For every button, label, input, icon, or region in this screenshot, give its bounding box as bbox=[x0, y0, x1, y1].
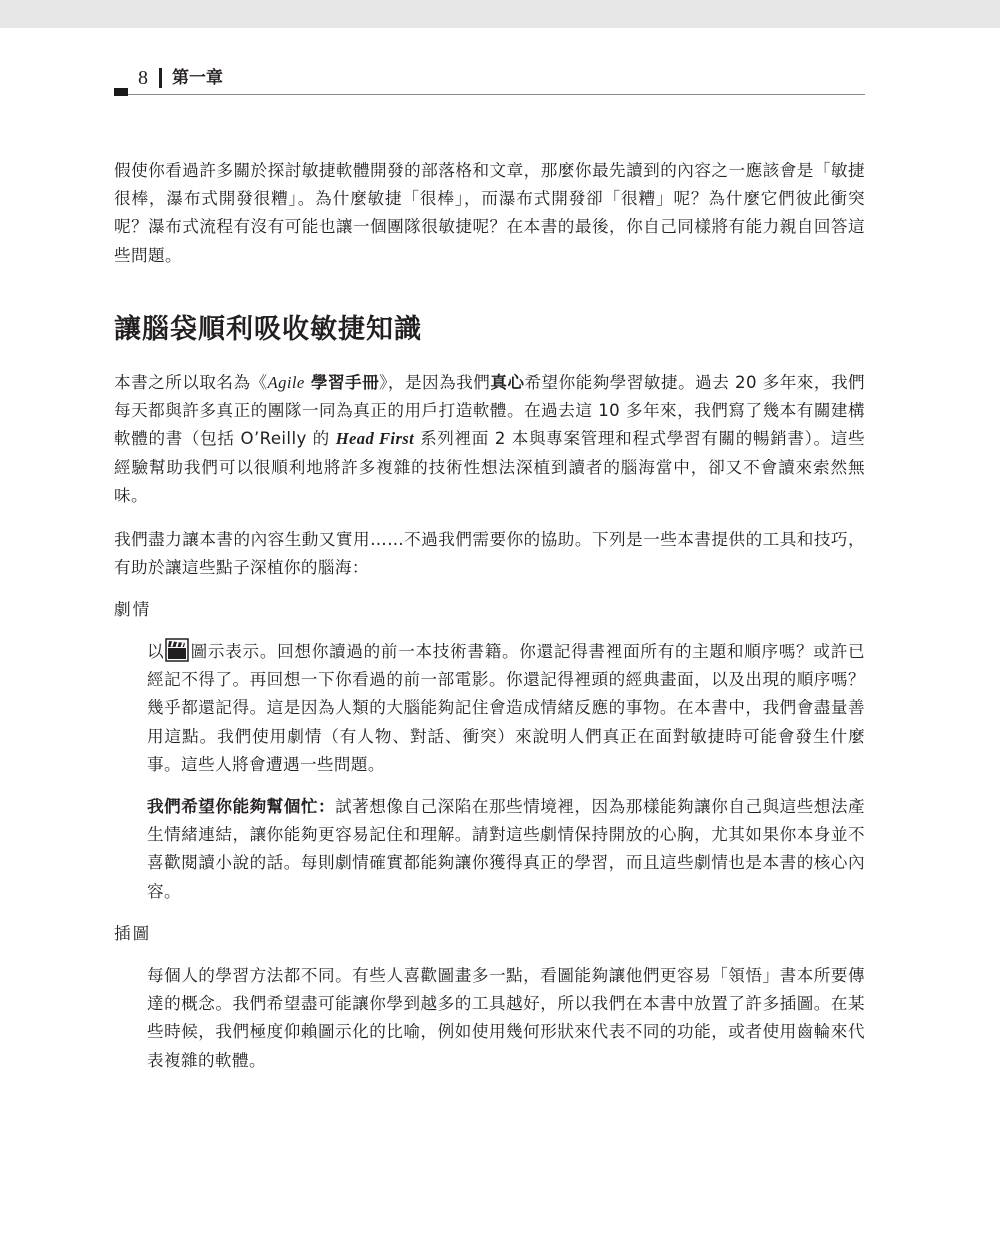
p1-text-a: 本書之所以取名為《 bbox=[114, 373, 268, 392]
clapperboard-icon bbox=[165, 638, 189, 662]
header-marker bbox=[114, 88, 128, 96]
story-paragraph-1 bbox=[147, 638, 865, 779]
header-separator bbox=[159, 68, 162, 88]
series-name: Head First bbox=[335, 429, 415, 449]
header-rule bbox=[128, 94, 865, 95]
p1-text-d: 系列裡面 2 本與專案管理和程式學習有關的暢銷書）。這些經驗幫助我們可以很順利地將許多複雜的技術性想法深植到讀者的腦海當中，卻又不會讀來索然無味。 bbox=[114, 429, 865, 505]
story-text-2: 試著想像自己深陷在那些情境裡，因為那樣能夠讓你自己與這些想法產生情緒連結，讓你能夠更容易記住和理解。請對這些劇情保持開放的心胸，尤其如果你本身並不喜歡閱讀小說的話。每則劇情確實都能夠讓你獲得真正的學習，而且這些劇情也是本書的核心內容。 bbox=[147, 797, 865, 901]
chapter-title: 第一章 bbox=[172, 68, 223, 88]
p1-text-c: 希望你能夠學習敏捷。過去 20 多年來，我們每天都與許多真正的團隊一同為真正的用戶打造軟體。在過去這 10 多年來，我們寫了幾本有關建構軟體的書（包括 O’Reilly 的 bbox=[114, 373, 865, 449]
story-prefix: 以 bbox=[147, 642, 165, 661]
page-number: 8 bbox=[138, 67, 148, 89]
illustration-heading: 插圖 bbox=[114, 924, 152, 943]
intro-paragraph: 假使你看過許多關於探討敏捷軟體開發的部落格和文章，那麼你最先讀到的內容之一應該會是「敏捷很棒，瀑布式開發很糟」。為什麼敏捷「很棒」，而瀑布式開發卻「很糟」呢？為什麼它們彼此衝突呢？瀑布式流程有沒有可能也讓一個團隊很敏捷呢？在本書的最後，你自己同樣將有能力親自回答這些問題。 bbox=[114, 161, 865, 265]
section-paragraph-2: 我們盡力讓本書的內容生動又實用……不過我們需要你的協助。下列是一些本書提供的工具和技巧，有助於讓這些點子深植你的腦海： bbox=[114, 530, 865, 578]
story-text: 圖示表示。回想你讀過的前一本技術書籍。你還記得書裡面所有的主題和順序嗎？或許已經記不得了。再回想一下你看過的前一部電影。你還記得裡頭的經典畫面，以及出現的順序嗎？幾乎都還記得。這是因為人類的大腦能夠記住會造成情緒反應的事物。在本書中，我們會盡量善用這點。我們使用劇情（有人物、對話、衝突）來說明人們真正在面對敏捷時可能會發生什麼事。這些人將會遭遇一些問題。 bbox=[147, 642, 865, 774]
running-header bbox=[114, 64, 865, 98]
story-lead: 我們希望你能夠幫個忙： bbox=[147, 796, 336, 816]
emphasis-text: 真心 bbox=[490, 372, 525, 392]
section-paragraph-1 bbox=[114, 368, 865, 510]
book-title-en: Agile bbox=[267, 373, 305, 392]
book-title-zh: 學習手冊 bbox=[304, 372, 380, 392]
section-heading: 讓腦袋順利吸收敏捷知識 bbox=[114, 314, 422, 345]
top-band bbox=[0, 0, 1000, 28]
story-paragraph-2 bbox=[147, 792, 865, 906]
story-heading: 劇情 bbox=[114, 600, 152, 619]
p1-text-b: 》，是因為我們 bbox=[379, 373, 491, 392]
illustration-paragraph: 每個人的學習方法都不同。有些人喜歡圖畫多一點，看圖能夠讓他們更容易「領悟」書本所要傳達的概念。我們希望盡可能讓你學到越多的工具越好，所以我們在本書中放置了許多插圖。在某些時候，我們極度仰賴圖示化的比喻，例如使用幾何形狀來代表不同的功能，或者使用齒輪來代表複雜的軟體。 bbox=[147, 966, 865, 1070]
